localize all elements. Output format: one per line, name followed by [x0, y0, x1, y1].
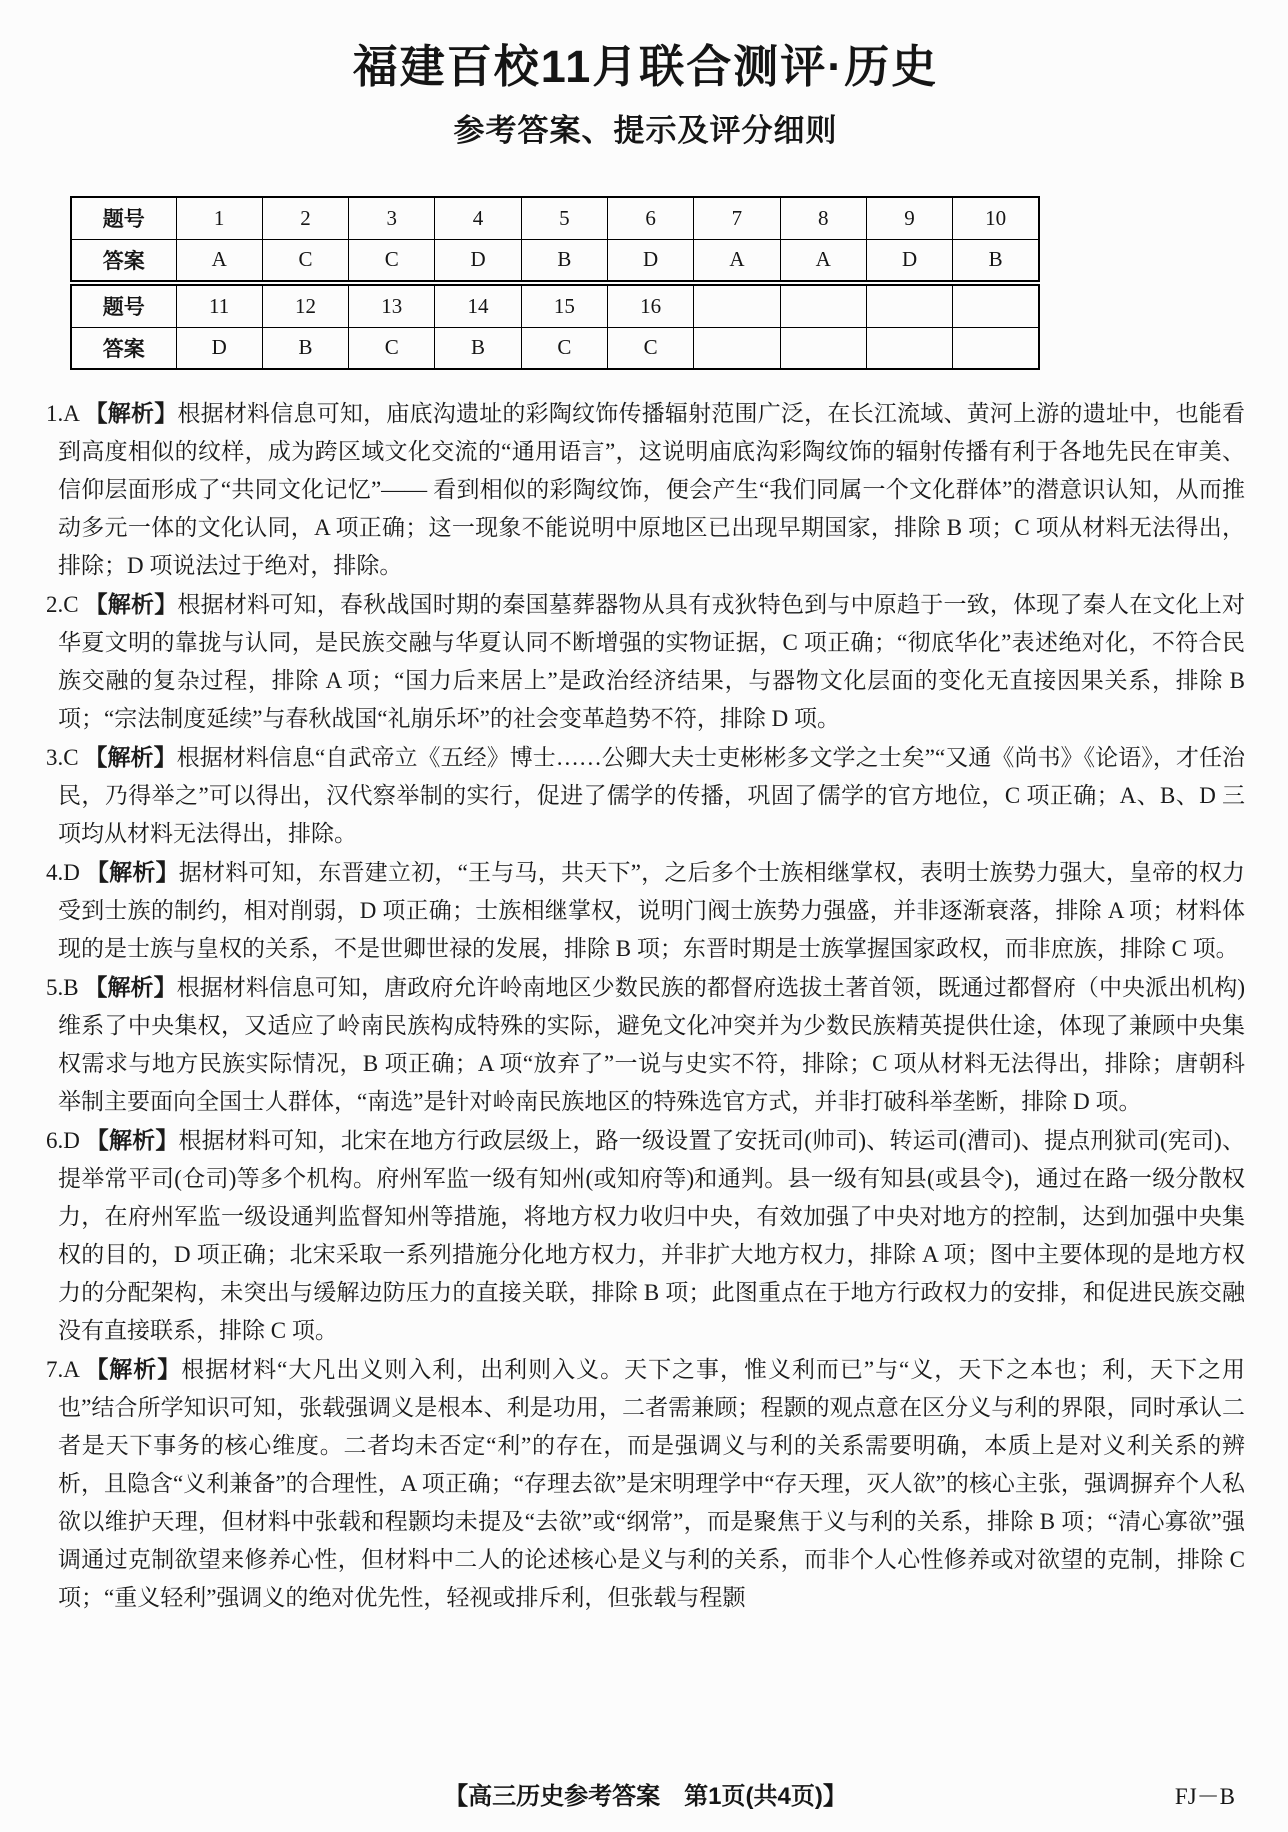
question-number-answer: 6.D — [46, 1128, 86, 1153]
row-label: 答案 — [71, 327, 176, 369]
question-number-cell: 9 — [866, 197, 952, 239]
analysis-tag: 【解析】 — [85, 1127, 179, 1153]
footer-paper-code: FJ－B — [1174, 1784, 1235, 1809]
question-number-cell: 15 — [521, 285, 607, 327]
question-number-cell: 14 — [435, 285, 521, 327]
explanation-text: 根据材料“大凡出义则入利，出利则入义。天下之事，惟义利而已”与“义，天下之本也；利，天下之用也”结合所学知识可知，张载强调义是根本、利是功用，二者需兼顾；程颢的观点意在区分义与利的界限，同时承认二者是天下事务的核心维度。二者均未否定“利”的存在，而是强调义与利的关系需要明确，本质上是对义利关系的辨析，且隐含“义利兼备”的合理性，A 项正确；“存理去欲”是宋明理学中“存天理，灭人欲”的核心主张，强调摒弃个人私欲以维护天理，但材料中张载和程颢均未提及“去欲”或“纲常”，而是聚焦于义与利的关系，排除 B 项；“清心寡欲”强调通过克制欲望来修养心性，但材料中二人的论述核心是义与利的关系，而非个人心性修养或对欲望的克制，排除 C 项；“重义轻利”强调义的绝对优先性，轻视或排斥利，但张载与程颢 — [58, 1357, 1245, 1610]
question-number-cell: 6 — [607, 197, 693, 239]
question-number-cell: 2 — [262, 197, 348, 239]
answer-cell: C — [521, 327, 607, 369]
explanation-list — [46, 394, 1245, 1617]
answer-cell: A — [694, 239, 780, 281]
row-label: 答案 — [71, 239, 176, 281]
answer-cell — [780, 327, 866, 369]
answer-table-part1 — [70, 196, 1040, 282]
question-number-cell: 5 — [521, 197, 607, 239]
answer-cell — [953, 327, 1039, 369]
answer-cell: A — [780, 239, 866, 281]
answer-cell: B — [435, 327, 521, 369]
question-number-cell — [694, 285, 780, 327]
question-number-answer: 1.A — [46, 401, 85, 426]
analysis-tag: 【解析】 — [85, 859, 179, 885]
explanation-text: 根据材料可知，春秋战国时期的秦国墓葬器物从具有戎狄特色到与中原趋于一致，体现了秦人在文化上对华夏文明的靠拢与认同，是民族交融与华夏认同不断增强的实物证据，C 项正确；“彻底华化”表述绝对化，不符合民族交融的复杂过程，排除 A 项；“国力后来居上”是政治经济结果，与器物文化层面的变化无直接因果关系，排除 B 项；“宗法制度延续”与春秋战国“礼崩乐坏”的社会变革趋势不符，排除 D 项。 — [58, 592, 1246, 731]
question-number-cell — [780, 285, 866, 327]
answer-cell: A — [176, 239, 262, 281]
footer-page-info: 【高三历史参考答案 第1页(共4页)】 — [444, 1783, 847, 1810]
page-subtitle: 参考答案、提示及评分细则 — [453, 113, 838, 148]
explanation-text: 根据材料信息“自武帝立《五经》博士……公卿大夫士吏彬彬多文学之士矣”“又通《尚书》《论语》，才任治民，乃得举之”可以得出，汉代察举制的实行，促进了儒学的传播，巩固了儒学的官方地位，C 项正确；A、B、D 三项均从材料无法得出，排除。 — [58, 745, 1246, 846]
answer-cell — [694, 327, 780, 369]
question-number-answer: 2.C — [46, 592, 85, 617]
analysis-tag: 【解析】 — [85, 1356, 182, 1382]
analysis-tag: 【解析】 — [84, 400, 178, 426]
analysis-tag: 【解析】 — [84, 591, 178, 617]
question-number-cell: 10 — [953, 197, 1039, 239]
explanation-item-7 — [46, 1350, 1245, 1617]
question-number-cell: 12 — [262, 285, 348, 327]
answer-cell: B — [953, 239, 1039, 281]
question-number-answer: 4.D — [46, 860, 86, 885]
answer-cell: D — [176, 327, 262, 369]
answer-cell: B — [262, 327, 348, 369]
answer-cell — [866, 327, 952, 369]
question-number-cell: 4 — [435, 197, 521, 239]
page-title: 福建百校11月联合测评·历史 — [352, 41, 939, 92]
question-number-cell: 3 — [349, 197, 435, 239]
explanation-item-1 — [46, 394, 1245, 585]
question-number-cell: 8 — [780, 197, 866, 239]
explanation-item-2 — [46, 585, 1245, 738]
question-number-cell: 11 — [176, 285, 262, 327]
answer-cell: C — [262, 239, 348, 281]
row-label: 题号 — [71, 285, 176, 327]
answer-cell: D — [607, 239, 693, 281]
question-number-cell: 13 — [349, 285, 435, 327]
question-number-cell — [866, 285, 952, 327]
answer-cell: D — [435, 239, 521, 281]
question-number-answer: 7.A — [46, 1357, 86, 1382]
answer-cell: B — [521, 239, 607, 281]
answer-cell: C — [607, 327, 693, 369]
answer-cell: C — [349, 327, 435, 369]
row-label: 题号 — [71, 197, 176, 239]
analysis-tag: 【解析】 — [84, 974, 177, 1000]
explanation-text: 根据材料可知，北宋在地方行政层级上，路一级设置了安抚司(帅司)、转运司(漕司)、提点刑狱司(宪司)、提举常平司(仓司)等多个机构。府州军监一级有知州(或知府等)和通判。县一级有知县(或县令)，通过在路一级分散权力，在府州军监一级设通判监督知州等措施，将地方权力收归中央，有效加强了中央对地方的控制，达到加强中央集权的目的，D 项正确；北宋采取一系列措施分化地方权力，并非扩大地方权力，排除 A 项；图中主要体现的是地方权力的分配架构，未突出与缓解边防压力的直接关联，排除 B 项；此图重点在于地方行政权力的安排，和促进民族交融没有直接联系，排除 C 项。 — [58, 1128, 1245, 1343]
question-number-answer: 5.B — [46, 975, 85, 1000]
explanation-item-6 — [46, 1121, 1245, 1350]
question-number-row — [71, 285, 1039, 327]
question-number-cell — [953, 285, 1039, 327]
explanation-item-3 — [46, 738, 1245, 853]
explanation-text: 根据材料信息可知，庙底沟遗址的彩陶纹饰传播辐射范围广泛，在长江流域、黄河上游的遗址中，也能看到高度相似的纹样，成为跨区域文化交流的“通用语言”，这说明庙底沟彩陶纹饰的辐射传播有利于各地先民在审美、信仰层面形成了“共同文化记忆”—— 看到相似的彩陶纹饰，便会产生“我们同属一个文化群体”的潜意识认知，从而推动多元一体的文化认同，A 项正确；这一现象不能说明中原地区已出现早期国家，排除 B 项；C 项从材料无法得出，排除；D 项说法过于绝对，排除。 — [58, 401, 1246, 578]
question-number-answer: 3.C — [46, 745, 85, 770]
answer-table-part2 — [70, 284, 1040, 370]
answer-row — [71, 239, 1039, 281]
answer-key-tables — [70, 196, 1040, 370]
answer-cell: C — [349, 239, 435, 281]
answer-row — [71, 327, 1039, 369]
explanation-item-5 — [46, 968, 1245, 1121]
question-number-row — [71, 197, 1039, 239]
analysis-tag: 【解析】 — [84, 744, 177, 770]
question-number-cell: 1 — [176, 197, 262, 239]
explanation-text: 根据材料信息可知，唐政府允许岭南地区少数民族的都督府选拔土著首领，既通过都督府（中央派出机构)维系了中央集权，又适应了岭南民族构成特殊的实际，避免文化冲突并为少数民族精英提供仕途，体现了兼顾中央集权需求与地方民族实际情况，B 项正确；A 项“放弃了”一说与史实不符，排除；C 项从材料无法得出，排除；唐朝科举制主要面向全国士人群体，“南选”是针对岭南民族地区的特殊选官方式，并非打破科举垄断，排除 D 项。 — [58, 975, 1245, 1114]
question-number-cell: 7 — [694, 197, 780, 239]
explanation-item-4 — [46, 853, 1245, 968]
question-number-cell: 16 — [607, 285, 693, 327]
explanation-text: 据材料可知，东晋建立初，“王与马，共天下”，之后多个士族相继掌权，表明士族势力强大，皇帝的权力受到士族的制约，相对削弱，D 项正确；士族相继掌权，说明门阀士族势力强盛，并非逐渐衰落，排除 A 项；材料体现的是士族与皇权的关系，不是世卿世禄的发展，排除 B 项；东晋时期是士族掌握国家政权，而非庶族，排除 C 项。 — [58, 860, 1245, 961]
page-footer — [46, 1776, 1245, 1810]
answer-cell: D — [866, 239, 952, 281]
